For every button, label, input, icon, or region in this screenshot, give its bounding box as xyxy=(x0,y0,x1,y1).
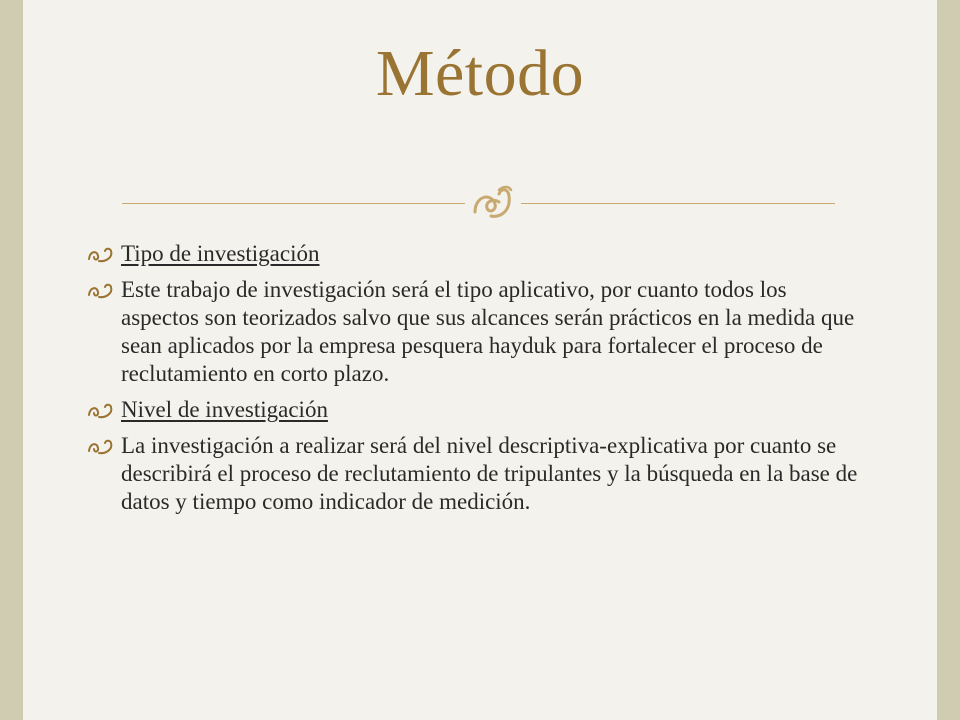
flourish-bullet-icon xyxy=(87,401,117,421)
list-item-text: Tipo de investigación xyxy=(121,241,320,266)
slide-title: Método xyxy=(375,37,585,110)
flourish-bullet-icon xyxy=(87,437,117,457)
list-item-text: Nivel de investigación xyxy=(121,397,328,422)
slide xyxy=(23,0,937,720)
flourish-bullet-icon xyxy=(87,245,117,265)
divider-right xyxy=(521,203,835,204)
bullet-list xyxy=(87,240,867,524)
list-item-nivel-heading xyxy=(87,396,867,424)
list-item-nivel-description xyxy=(87,432,867,516)
list-item-tipo-description xyxy=(87,276,867,388)
list-item-text: Este trabajo de investigación será el tipo aplicativo, por cuanto todos los aspectos son teorizados salvo que sus alcances serán prácticos en la medida que sean aplicados por la empresa pesquera hayduk para fortalecer el proceso de reclutamiento en corto plazo. xyxy=(121,277,855,386)
list-item-text: La investigación a realizar será del nivel descriptiva-explicativa por cuanto se describirá el proceso de reclutamiento de tripulantes y la búsqueda en la base de datos y tiempo como indicador de medición. xyxy=(121,433,858,514)
flourish-icon xyxy=(469,178,517,226)
divider-left xyxy=(122,203,465,204)
list-item-tipo-heading xyxy=(87,240,867,268)
flourish-bullet-icon xyxy=(87,281,117,301)
